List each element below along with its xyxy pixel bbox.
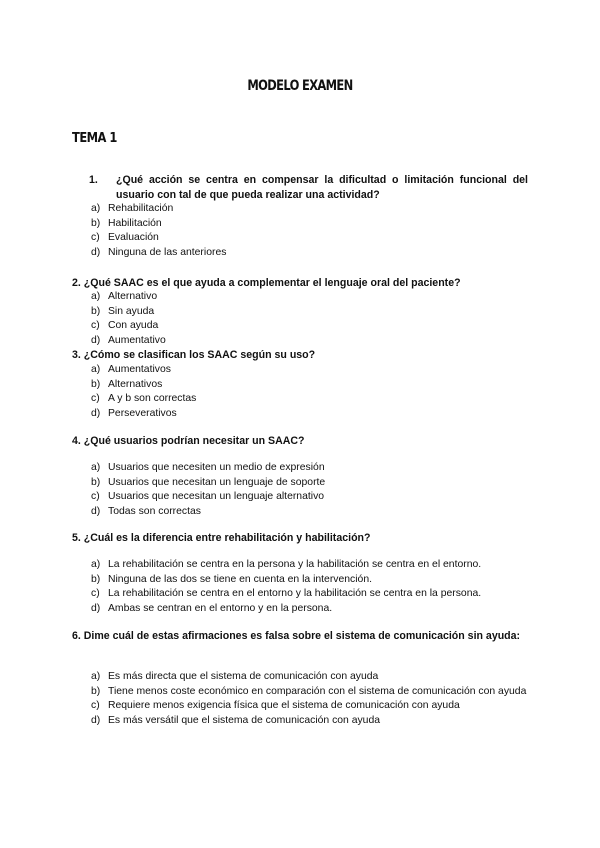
option-text: Ambas se centran en el entorno y en la persona. — [108, 602, 333, 614]
option-text: Ninguna de las anteriores — [108, 246, 227, 258]
option-text: Es más directa que el sistema de comunicación con ayuda — [108, 671, 379, 682]
option-c — [91, 319, 531, 334]
option-letter: d) — [91, 505, 101, 517]
option-text: Con ayuda — [108, 320, 159, 331]
option-a — [91, 363, 531, 378]
options-1 — [91, 202, 531, 260]
option-text: Alternativos — [108, 378, 163, 390]
question-1 — [89, 173, 528, 202]
option-text: Rehabilitación — [108, 203, 174, 214]
question-6: 6. Dime cuál de estas afirmaciones es falsa sobre el sistema de comunicación sin ayuda: — [72, 630, 521, 642]
option-d — [91, 602, 531, 617]
option-b — [91, 685, 531, 700]
option-text: La rehabilitación se centra en la persona y la habilitación se centra en el entorno. — [108, 559, 482, 570]
option-letter: b) — [91, 476, 101, 488]
option-text: A y b son correctas — [108, 393, 197, 404]
option-text: Usuarios que necesitan un lenguaje de soporte — [108, 476, 326, 488]
option-b — [91, 378, 531, 393]
option-letter: b) — [91, 573, 101, 585]
option-letter: c) — [91, 232, 100, 243]
option-text: Perseverativos — [108, 407, 177, 419]
option-letter: a) — [91, 671, 101, 682]
option-c — [91, 392, 531, 407]
option-a — [91, 202, 531, 217]
option-letter: c) — [91, 393, 100, 404]
option-text: Evaluación — [108, 232, 159, 243]
option-letter: a) — [91, 291, 101, 302]
option-letter: b) — [91, 685, 101, 697]
question-number: 1. — [89, 174, 98, 186]
option-text: Habilitación — [108, 217, 162, 229]
option-b — [91, 573, 531, 588]
option-letter: a) — [91, 364, 101, 375]
options-6 — [91, 670, 531, 728]
options-5 — [91, 558, 531, 616]
option-b — [91, 217, 531, 232]
option-text: Requiere menos exigencia física que el sistema de comunicación con ayuda — [108, 700, 460, 711]
option-letter: c) — [91, 491, 100, 502]
question-3: 3. ¿Cómo se clasifican los SAAC según su uso? — [72, 349, 316, 361]
option-letter: b) — [91, 217, 101, 229]
option-letter: c) — [91, 700, 100, 711]
question-text: ¿Qué acción se centra en compensar la dificultad o limitación funcional del usuario con tal de que pueda realizar una actividad? — [116, 174, 528, 201]
option-letter: a) — [91, 559, 101, 570]
options-4 — [91, 461, 531, 519]
question-4: 4. ¿Qué usuarios podrían necesitar un SAAC? — [72, 435, 305, 447]
option-letter: d) — [91, 334, 101, 346]
option-c — [91, 587, 531, 602]
option-d — [91, 246, 531, 261]
option-text: Usuarios que necesiten un medio de expresión — [108, 462, 325, 473]
option-text: Todas son correctas — [108, 505, 201, 517]
option-letter: b) — [91, 305, 101, 317]
page-title: MODELO EXAMEN — [247, 78, 353, 94]
option-text: La rehabilitación se centra en el entorno y la habilitación se centra en la persona. — [108, 588, 482, 599]
option-letter: b) — [91, 378, 101, 390]
option-letter: d) — [91, 714, 101, 726]
option-text: Aumentativos — [108, 364, 171, 375]
option-text: Sin ayuda — [108, 305, 155, 317]
option-letter: c) — [91, 320, 100, 331]
option-d — [91, 407, 531, 422]
section-heading: TEMA 1 — [72, 130, 117, 146]
option-d — [91, 334, 531, 349]
option-letter: d) — [91, 602, 101, 614]
option-b — [91, 476, 531, 491]
option-text: Alternativo — [108, 291, 158, 302]
option-c — [91, 231, 531, 246]
option-text: Tiene menos coste económico en comparación con el sistema de comunicación con ayuda — [108, 685, 527, 697]
option-text: Usuarios que necesitan un lenguaje alternativo — [108, 491, 325, 502]
options-2 — [91, 290, 531, 348]
option-letter: c) — [91, 588, 100, 599]
option-text: Es más versátil que el sistema de comunicación con ayuda — [108, 714, 381, 726]
option-a — [91, 558, 531, 573]
option-a — [91, 670, 531, 685]
option-letter: a) — [91, 203, 101, 214]
option-d — [91, 505, 531, 520]
option-d — [91, 714, 531, 729]
option-letter: d) — [91, 246, 101, 258]
options-3 — [91, 363, 531, 421]
option-letter: a) — [91, 462, 101, 473]
option-a — [91, 461, 531, 476]
option-text: Aumentativo — [108, 334, 166, 346]
option-letter: d) — [91, 407, 101, 419]
option-text: Ninguna de las dos se tiene en cuenta en la intervención. — [108, 573, 372, 585]
question-5: 5. ¿Cuál es la diferencia entre rehabilitación y habilitación? — [72, 532, 371, 544]
option-c — [91, 699, 531, 714]
option-a — [91, 290, 531, 305]
option-b — [91, 305, 531, 320]
option-c — [91, 490, 531, 505]
question-2: 2. ¿Qué SAAC es el que ayuda a complementar el lenguaje oral del paciente? — [72, 277, 461, 289]
